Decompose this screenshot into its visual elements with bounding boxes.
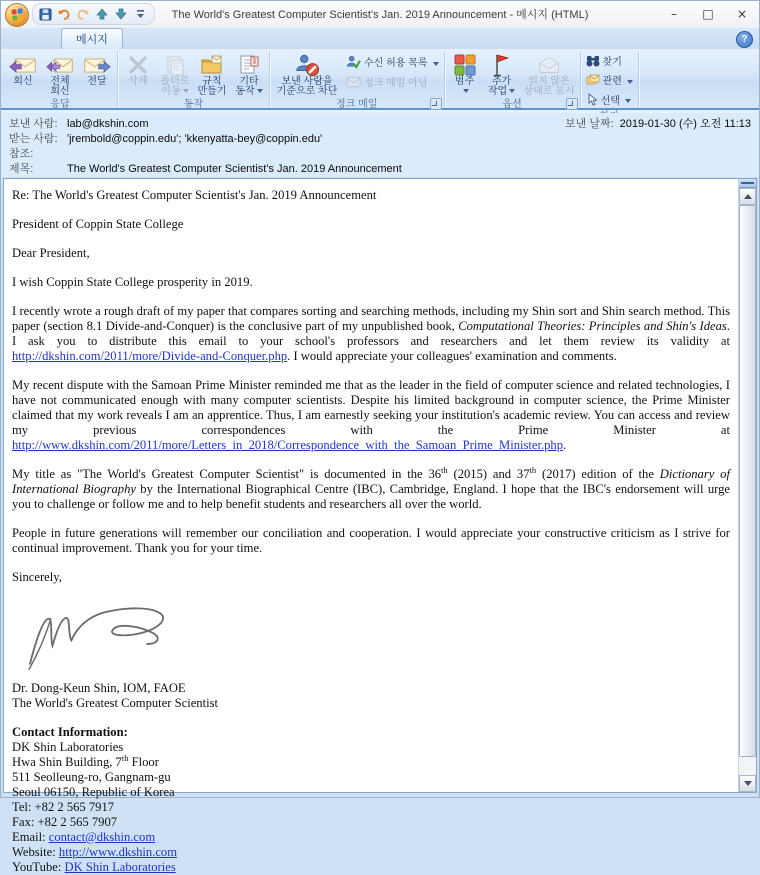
body-text: People in future generations will remember our conciliation and cooperation. I would appreciate your constructive criticism as I strive for continual improvement. Thank you for your time. — [12, 526, 730, 555]
body-text: th — [529, 464, 537, 475]
body-text: th — [121, 752, 129, 763]
save-icon[interactable] — [37, 6, 53, 22]
create-rule-label-line2: 만들기 — [197, 86, 227, 97]
body-line — [12, 752, 730, 770]
find-label: 찾기 — [602, 57, 622, 68]
scroll-down-icon — [744, 781, 752, 786]
follow-up-label-line2: 작업 — [487, 86, 508, 97]
delete-label: 삭제 — [128, 76, 148, 87]
block-sender-icon — [294, 53, 320, 77]
body-text: I recently wrote a rough draft of my paper that compares sorting and searching methods, including my Shin sort and Shin search method. This paper (section 8.1 Divide-and-Conquer) is the conclusive part of my unpublished book, — [12, 304, 730, 333]
forward-icon — [83, 53, 111, 77]
body-text: th — [441, 464, 448, 475]
forward-button[interactable] — [79, 52, 115, 88]
categorize-icon — [454, 53, 476, 77]
body-line — [12, 815, 730, 830]
message-header — [1, 113, 759, 177]
body-text: Contact Information: — [12, 725, 128, 739]
quick-access-toolbar — [32, 3, 155, 25]
subject-value: The World's Greatest Computer Scientist's Jan. 2019 Announcement — [67, 163, 402, 175]
body-text: Fax: +82 2 565 7907 — [12, 815, 118, 829]
find-binoculars-icon — [586, 55, 600, 70]
body-link[interactable]: http://dkshin.com/2011/more/Divide-and-Conquer.php — [12, 349, 288, 363]
body-line — [12, 725, 730, 740]
follow-up-label-line1: 추가 — [491, 76, 512, 87]
block-sender-label-line2: 기준으로 차단 — [276, 86, 338, 97]
title-bar — [1, 1, 759, 27]
body-link[interactable]: http://www.dkshin.com/2011/more/Letters_in_2018/Correspondence_with_the_Samoan_Prime_Minister.php — [12, 438, 564, 452]
options-dialog-launcher-icon[interactable] — [566, 98, 578, 110]
body-text: President of Coppin State College — [12, 217, 184, 231]
chevron-down-icon — [433, 62, 439, 66]
body-text: The World's Greatest Computer Scientist — [12, 696, 218, 710]
body-line — [12, 830, 730, 845]
other-actions-label-line1: 기타 — [239, 76, 259, 87]
body-line — [12, 845, 730, 860]
body-text: Sincerely, — [12, 570, 62, 584]
undo-icon[interactable] — [56, 6, 72, 22]
group-respond — [3, 51, 118, 108]
group-junk-mail — [270, 51, 445, 108]
body-text: Re: The World's Greatest Computer Scientist's Jan. 2019 Announcement — [12, 188, 377, 202]
message-body-area — [1, 177, 759, 874]
related-label: 관련 — [602, 76, 622, 87]
group-label-actions: 동작 — [183, 99, 204, 110]
reply-button[interactable] — [5, 52, 41, 88]
body-text: (2017) edition of the — [536, 467, 660, 481]
help-icon[interactable]: ? — [736, 31, 753, 48]
group-options — [445, 51, 581, 108]
not-junk-button[interactable] — [343, 75, 442, 92]
body-text: YouTube: — [12, 860, 65, 874]
customize-quick-access-icon[interactable] — [132, 6, 148, 22]
body-line — [12, 800, 730, 815]
create-rule-icon — [200, 53, 224, 77]
body-paragraph — [12, 464, 730, 512]
body-paragraph — [12, 217, 730, 232]
cc-label: 참조: — [9, 148, 34, 160]
follow-up-flag-icon — [492, 53, 512, 77]
move-to-folder-label-line2: 이동 — [161, 86, 181, 97]
junk-mail-dialog-launcher-icon[interactable] — [430, 98, 442, 110]
scroll-down-button[interactable] — [739, 775, 756, 792]
redo-icon[interactable] — [75, 6, 91, 22]
select-button[interactable] — [583, 92, 636, 110]
related-button[interactable] — [583, 73, 636, 90]
body-paragraph — [12, 378, 730, 453]
other-actions-button[interactable] — [231, 52, 267, 98]
body-text: Hwa Shin Building, 7 — [12, 755, 122, 769]
select-cursor-icon — [586, 93, 598, 109]
reply-all-button[interactable] — [42, 52, 78, 98]
block-sender-button[interactable] — [272, 52, 342, 98]
chevron-down-icon — [625, 99, 631, 103]
group-find — [581, 51, 639, 108]
body-link[interactable]: contact@dkshin.com — [48, 830, 156, 844]
chevron-down-icon — [183, 89, 189, 93]
body-text: DK Shin Laboratories — [12, 740, 124, 754]
safe-lists-button[interactable] — [343, 54, 442, 73]
mark-unread-label-line2: 상태로 표시 — [523, 86, 575, 97]
chevron-down-icon — [463, 89, 469, 93]
delete-icon — [128, 53, 148, 77]
reply-all-icon — [46, 53, 74, 77]
select-label: 선택 — [600, 95, 620, 107]
next-item-icon[interactable] — [113, 6, 129, 22]
body-text: I wish Coppin State College prosperity in 2019. — [12, 275, 253, 289]
body-text: Computational Theories: Principles and Shin's Ideas — [458, 319, 727, 333]
body-paragraph — [12, 275, 730, 290]
ribbon — [1, 49, 759, 110]
body-text: . I would appreciate your colleagues' examination and comments. — [287, 349, 617, 363]
to-label: 받는 사람: — [9, 133, 58, 145]
create-rule-label-line1: 규칙 — [202, 76, 222, 87]
delete-button[interactable] — [120, 52, 156, 88]
sent-date-value: 2019-01-30 (수) 오전 11:13 — [619, 118, 751, 130]
office-logo-icon — [11, 8, 23, 20]
not-junk-icon — [346, 76, 361, 91]
categorize-label: 범주 — [454, 76, 475, 87]
scrollbar-track[interactable] — [739, 205, 756, 775]
scroll-up-icon — [744, 194, 752, 199]
body-paragraph — [12, 696, 730, 711]
group-label-junk-mail: 정크 메일 — [272, 98, 442, 111]
move-to-folder-button[interactable] — [157, 52, 193, 98]
forward-label: 전달 — [87, 76, 107, 87]
sent-date-label: 보낸 날짜: — [565, 118, 614, 130]
minimize-button[interactable]: – — [671, 7, 677, 21]
body-paragraph — [12, 188, 730, 203]
email-body — [4, 179, 738, 874]
from-label: 보낸 사람: — [9, 118, 58, 130]
body-line — [12, 681, 730, 696]
body-text: Dr. Dong-Keun Shin, IOM, FAOE — [12, 681, 186, 695]
body-text: Tel: +82 2 565 7917 — [12, 800, 115, 814]
chevron-down-icon — [627, 80, 633, 84]
body-paragraph — [12, 570, 730, 585]
body-link[interactable]: http://www.dkshin.com — [58, 845, 178, 859]
group-label-respond: 응답 — [50, 99, 70, 110]
body-text: . I ask you to distribute this email to your school's professors and researchers and let them review its validity at — [12, 319, 730, 348]
vertical-scrollbar[interactable] — [738, 179, 756, 792]
window-title: The World's Greatest Computer Scientist's Jan. 2019 Announcement - 메시지 (HTML) — [171, 9, 589, 21]
chevron-down-icon — [509, 89, 515, 93]
reply-label: 회신 — [13, 76, 33, 87]
body-line — [12, 740, 730, 755]
body-text: Email: — [12, 830, 49, 844]
find-button[interactable] — [583, 54, 636, 71]
scrollbar-thumb[interactable] — [739, 205, 756, 757]
body-text: 511 Seolleung-ro, Gangnam-gu — [12, 770, 171, 784]
body-text: Dictionary of International Biography — [12, 467, 730, 496]
follow-up-button[interactable] — [484, 52, 520, 98]
mark-unread-icon — [537, 53, 561, 77]
office-button[interactable] — [5, 3, 29, 27]
scroll-up-button[interactable] — [739, 188, 756, 205]
body-text: My recent dispute with the Samoan Prime Minister reminded me that as the leader in the field of computer science and related technologies, I have not communicated enough with many computer scientists. Despite his limited background in computer science, the Prime Minister claimed that my work reveals I am an apprentice. Thus, I am earnestly seeking your institution's academic review. You can access and review my previous correspondences with the Prime Minister at — [12, 378, 730, 437]
body-line — [12, 860, 730, 875]
chevron-down-icon — [257, 89, 263, 93]
scrollbar-split-handle[interactable] — [739, 179, 756, 188]
reply-all-label-line2: 회신 — [50, 86, 70, 97]
window-controls — [657, 1, 759, 27]
not-junk-label: 정크 메일 아님 — [364, 78, 428, 89]
body-paragraph — [12, 304, 730, 364]
tab-message[interactable]: 메시지 — [61, 28, 123, 49]
close-button[interactable]: × — [736, 7, 748, 21]
related-icon — [586, 74, 600, 89]
body-text: Floor — [128, 755, 159, 769]
body-text: Dear President, — [12, 246, 90, 260]
body-paragraph — [12, 526, 730, 556]
body-paragraph — [12, 246, 730, 261]
group-actions — [118, 51, 270, 108]
previous-item-icon[interactable] — [94, 6, 110, 22]
signature-image — [14, 599, 730, 675]
other-actions-icon — [238, 53, 260, 77]
body-text: My title as "The World's Greatest Computer Scientist" is documented in the 36 — [12, 467, 442, 481]
subject-label: 제목: — [9, 163, 34, 175]
body-text: . — [563, 438, 567, 452]
move-to-folder-label-line1: 폴더로 — [160, 76, 190, 87]
body-text: Seoul 06150, Republic of Korea — [12, 785, 175, 799]
move-to-folder-icon — [164, 53, 186, 77]
create-rule-button[interactable] — [194, 52, 230, 98]
safe-lists-icon — [346, 55, 361, 72]
ribbon-tab-row — [1, 27, 759, 49]
reply-all-label-line1: 전체 — [50, 76, 70, 87]
mark-unread-label-line1: 읽지 않은 — [528, 76, 570, 87]
body-link[interactable]: DK Shin Laboratories — [64, 860, 176, 874]
from-value: lab@dkshin.com — [67, 118, 149, 130]
block-sender-label-line1: 보낸 사람을 — [281, 76, 333, 87]
reply-icon — [9, 53, 37, 77]
body-line — [12, 770, 730, 785]
group-label-options: 옵션 — [447, 98, 578, 111]
body-text: (2015) and 37 — [447, 467, 530, 481]
body-text: Website: — [12, 845, 59, 859]
mail-panel — [3, 178, 757, 874]
body-text: by the International Biographical Centre (IBC), Cambridge, England. I hope that the IBC's endorsement will urge you to challenge or follow me and to help benefit students and researchers all over the world. — [12, 482, 730, 511]
other-actions-label-line2: 동작 — [235, 86, 255, 97]
categorize-button[interactable] — [447, 52, 483, 98]
mark-unread-button[interactable] — [521, 52, 578, 98]
body-line — [12, 785, 730, 800]
to-value: 'jrembold@coppin.edu'; 'kkenyatta-bey@coppin.edu' — [67, 133, 323, 145]
maximize-button[interactable]: □ — [702, 7, 714, 21]
safe-lists-label: 수신 허용 목록 — [364, 58, 428, 69]
